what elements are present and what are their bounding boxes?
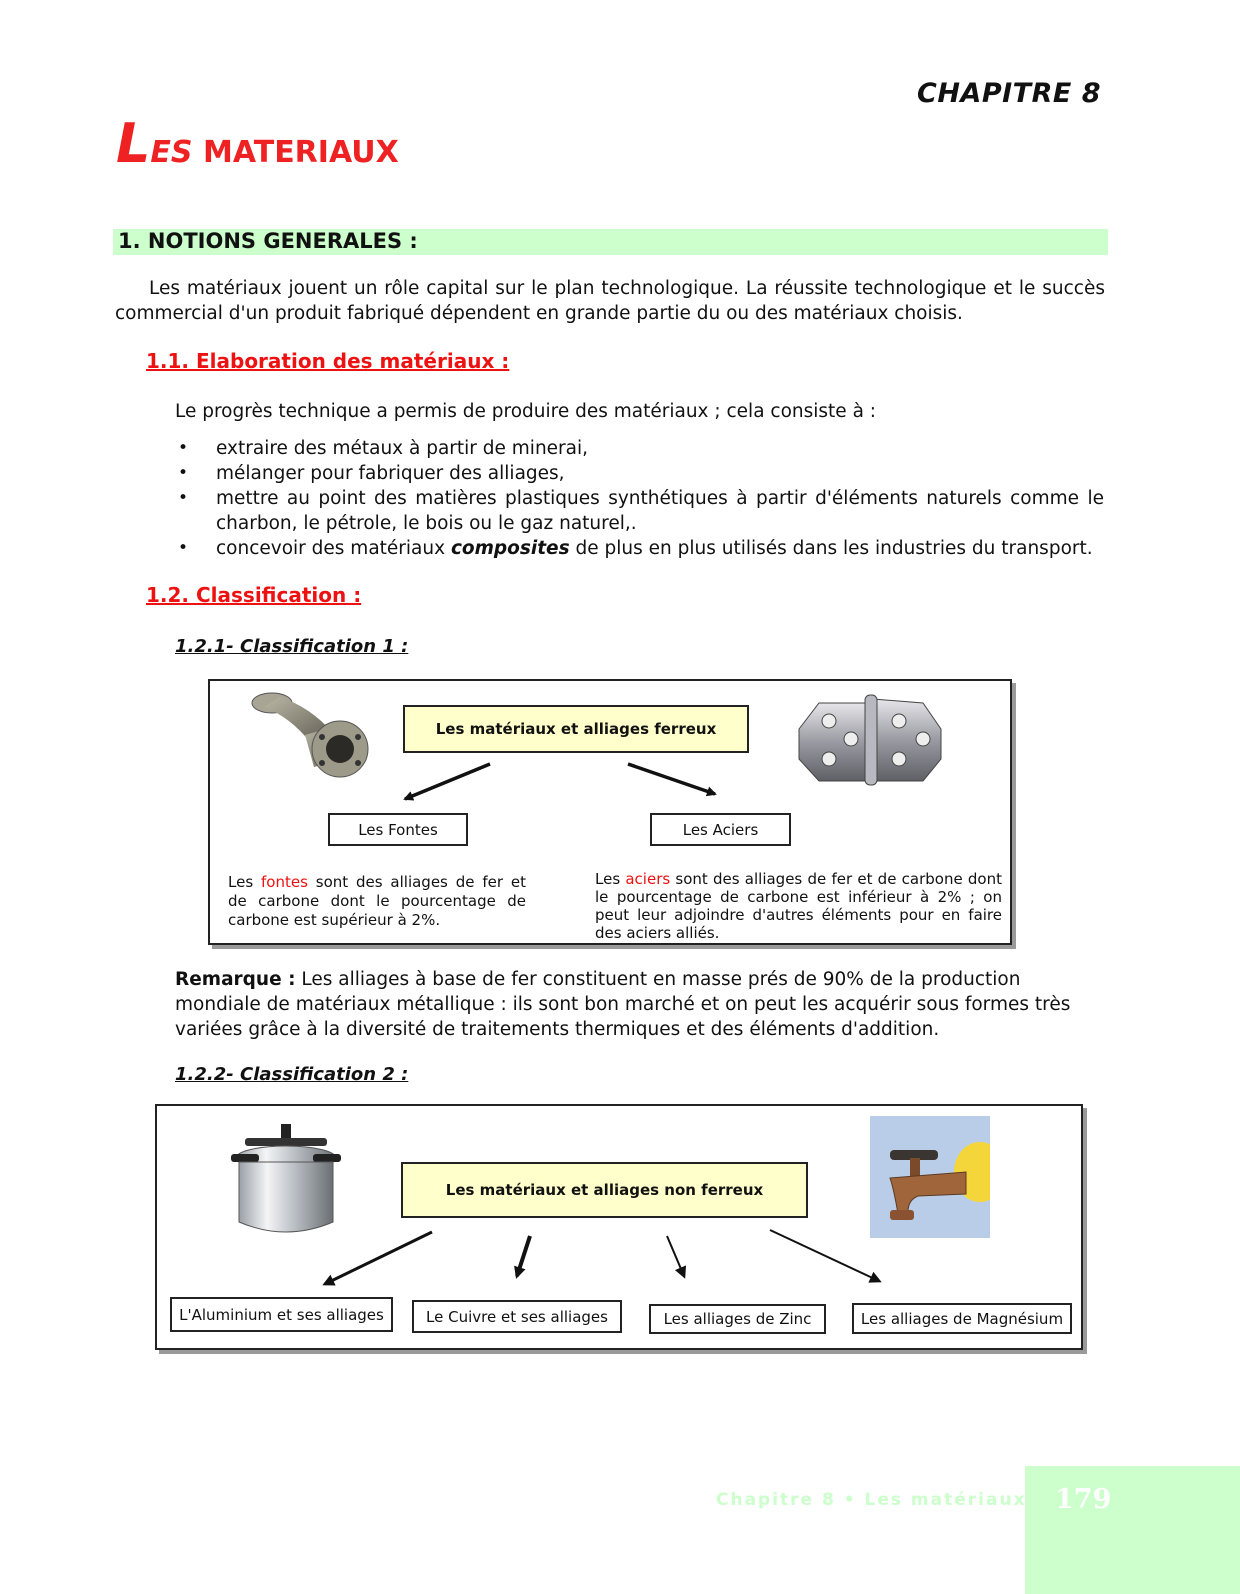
root-box-ferrous: Les matériaux et alliages ferreux [403, 705, 749, 753]
bullet4-bold: composites [450, 538, 570, 559]
elaboration-lead: Le progrès technique a permis de produire des matériaux ; cela consiste à : [175, 401, 877, 422]
page-number: 179 [1055, 1484, 1112, 1515]
subsection-title-classification: 1.2. Classification : [146, 583, 362, 607]
diagram-ferrous [208, 679, 1012, 945]
elaboration-list [174, 436, 1104, 561]
bullet4-after: de plus en plus utilisés dans les industries du transport. [569, 538, 1093, 559]
list-item: • mettre au point des matières plastiques synthétiques à partir d'éléments naturels comme le charbon, le pétrole, le bois ou le gaz naturel,. [174, 486, 1104, 536]
box-aciers: Les Aciers [650, 813, 791, 846]
bullet4-before: concevoir des matériaux [216, 538, 451, 559]
list-item: • extraire des métaux à partir de minerai, [174, 436, 1104, 461]
title-word2: MATERIAUX [202, 135, 399, 170]
diagram-nonferrous [155, 1104, 1083, 1350]
title-rest: ES [150, 135, 193, 170]
desc-aciers-pre: Les [595, 870, 626, 888]
remark-text: Les alliages à base de fer constituent en masse prés de 90% de la production mondiale de matériaux métallique : ils sont bon marché et on peut les acquérir sous formes très variées grâce à la diversité de traitements thermiques et des éléments d'addition. [175, 969, 1071, 1040]
desc-fontes-pre: Les [228, 873, 261, 891]
box-fontes: Les Fontes [328, 813, 468, 846]
subsection-title-elaboration: 1.1. Elaboration des matériaux : [146, 349, 510, 373]
desc-aciers-red: aciers [625, 870, 671, 888]
page-title [116, 112, 399, 175]
remark-label: Remarque : [175, 969, 296, 990]
list-item [174, 536, 1104, 561]
root-box-nonferrous: Les matériaux et alliages non ferreux [401, 1162, 808, 1218]
desc-aciers [595, 870, 1002, 942]
footer-chapter-text: Chapitre 8 • Les matériaux [716, 1490, 1027, 1510]
box-aluminium: L'Aluminium et ses alliages [170, 1297, 393, 1332]
box-cuivre: Le Cuivre et ses alliages [412, 1300, 622, 1333]
title-first-letter: L [116, 112, 151, 175]
desc-fontes-red: fontes [261, 873, 308, 891]
classification2-title: 1.2.2- Classification 2 : [175, 1064, 409, 1085]
desc-fontes [228, 873, 526, 930]
remark-paragraph [175, 967, 1105, 1042]
desc-fontes-post: sont des alliages de fer et de carbone dont le pourcentage de carbone est supérieur à 2%. [228, 873, 526, 929]
box-magnesium: Les alliages de Magnésium [852, 1303, 1072, 1334]
desc-aciers-post: sont des alliages de fer et de carbone dont le pourcentage de carbone est inférieur à 2% ; on peut leur adjoindre d'autres éléments pour en faire des aciers alliés. [595, 870, 1002, 942]
box-zinc: Les alliages de Zinc [649, 1304, 826, 1334]
section-title: 1. NOTIONS GENERALES : [118, 229, 418, 253]
intro-paragraph: Les matériaux jouent un rôle capital sur le plan technologique. La réussite technologique et le succès commercial d'un produit fabriqué dépendent en grande partie du ou des matériaux choisis. [115, 278, 1105, 324]
classification1-title: 1.2.1- Classification 1 : [175, 636, 409, 657]
chapter-label: CHAPITRE 8 [917, 78, 1101, 109]
list-item: • mélanger pour fabriquer des alliages, [174, 461, 1104, 486]
